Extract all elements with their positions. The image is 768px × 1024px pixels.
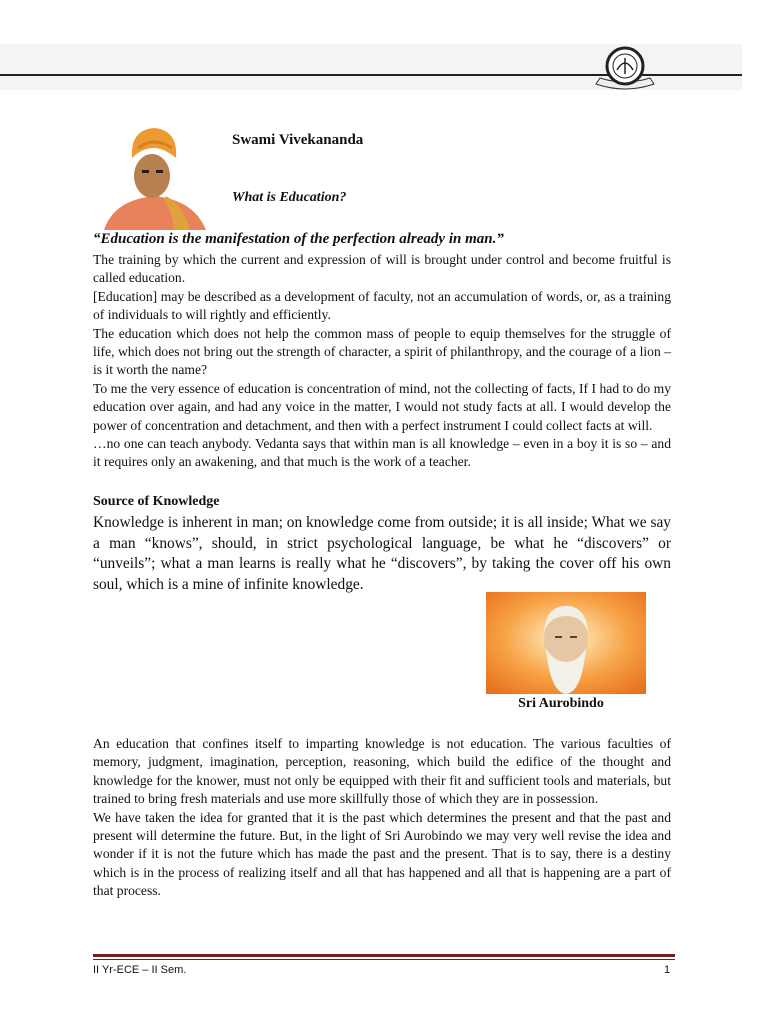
paragraph: [Education] may be described as a development of faculty, not an accumulation of words, or, as a training of individuals to will rightly and efficiently.: [93, 288, 671, 323]
paragraph: We have taken the idea for granted that it is the past which determines the present and that the past and present will determine the future. But, in the light of Sri Aurobindo we may very well revise the idea and wonder if it is not the future which has made the past and the present. That is to say, there is a destiny which is in the process of realizing itself and all that has happened and all that is happening are a part of that process.: [93, 809, 671, 899]
sri-aurobindo-name: Sri Aurobindo: [518, 696, 604, 711]
swami-vivekananda-photo: [94, 118, 214, 230]
footer-rule: [93, 959, 675, 960]
institution-seal-icon: [590, 44, 660, 90]
footer-rule: [93, 954, 675, 957]
source-of-knowledge-heading: Source of Knowledge: [93, 494, 220, 509]
what-is-education-heading: What is Education?: [232, 190, 347, 205]
paragraph: The training by which the current and expression of will is brought under control and become fruitful is called education.: [93, 252, 671, 286]
page-number: 1: [664, 964, 671, 976]
vivekananda-paragraphs: [93, 251, 671, 472]
paragraph: …no one can teach anybody. Vedanta says that within man is all knowledge – even in a boy it is so – and it requires only an awakening, and that much is the work of a teacher.: [93, 436, 671, 470]
footer-course-label: II Yr-ECE – II Sem.: [93, 964, 187, 976]
paragraph: To me the very essence of education is concentration of mind, not the collecting of facts, If I had to do my education over again, and had any voice in the matter, I would not study facts at all. I would develop the power of concentration and detachment, and then with a perfect instrument I could collect facts at will.: [93, 380, 671, 433]
knowledge-paragraph: Knowledge is inherent in man; on knowledge come from outside; it is all inside; What we say a man “knows”, should, in strict psychological language, be what he “discovers” or “unveils”; what a man learns is really what he “discovers”, by taking the cover off his own soul, which is a mine of infinite knowledge.: [93, 514, 671, 593]
education-quote: “Education is the manifestation of the perfection already in man.”: [93, 231, 504, 247]
aurobindo-paragraphs: [93, 735, 671, 901]
sri-aurobindo-photo: [486, 592, 646, 694]
paragraph: The education which does not help the common mass of people to equip themselves for the struggle of life, which does not bring out the strength of character, a spirit of philanthropy, and the courage of a lion – is it worth the name?: [93, 325, 671, 378]
paragraph: An education that confines itself to imparting knowledge is not education. The various faculties of memory, judgment, imagination, perception, reasoning, which build the edifice of the thought and knowledge for the knower, must not only be equipped with their fit and sufficient tools and materials, but trained to bring fresh materials and use more skillfully those of which they are in possession.: [93, 736, 671, 807]
swami-vivekananda-name: Swami Vivekananda: [232, 132, 364, 148]
